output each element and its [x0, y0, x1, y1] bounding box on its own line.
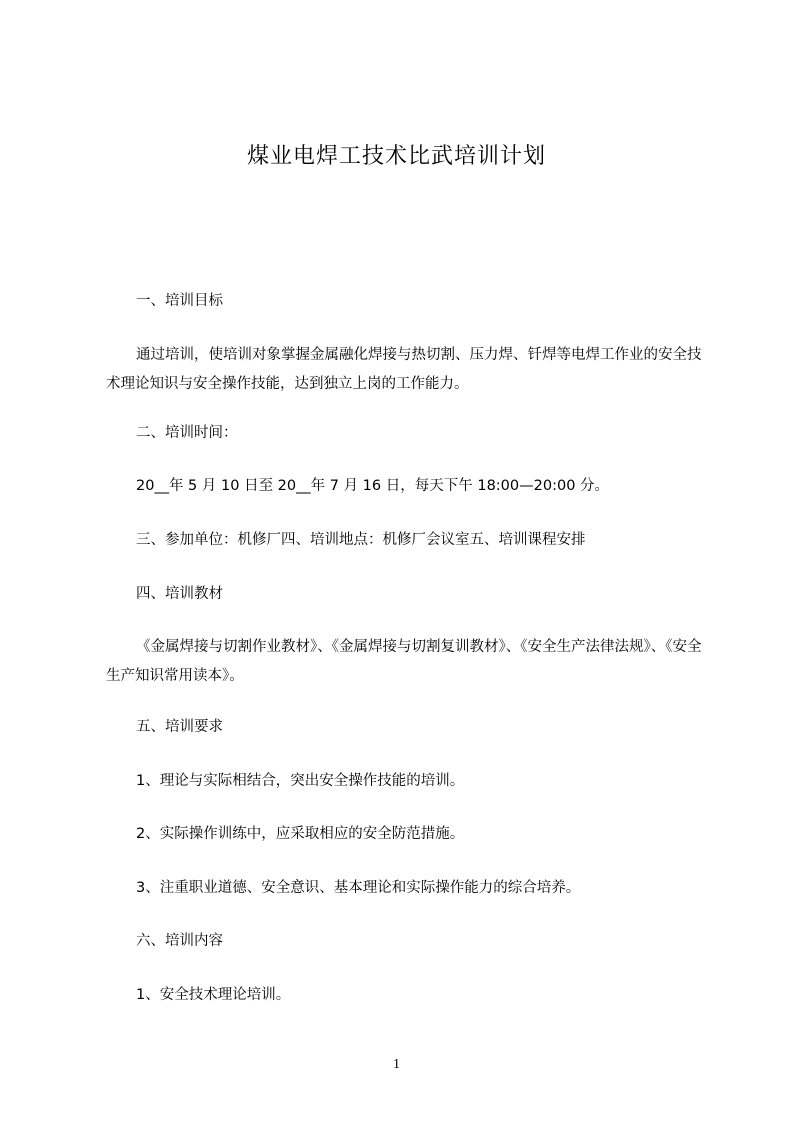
goal-paragraph: 通过培训，使培训对象掌握金属融化焊接与热切割、压力焊、钎焊等电焊工作业的安全技术理论知识与安全操作技能，达到独立上岗的工作能力。: [106, 347, 702, 392]
materials-paragraph: 《金属焊接与切割作业教材》、《金属焊接与切割复训教材》、《安全生产法律法规》、《安全生产知识常用读本》。: [106, 639, 702, 684]
training-time-text: 20__年 5 月 10 日至 20__年 7 月 16 日，每天下午 18:00—20:00 分。: [136, 478, 610, 494]
content-item: 1、安全技术理论培训。: [136, 987, 291, 1003]
unit-location-line: 三、参加单位：机修厂四、培训地点：机修厂会议室五、培训课程安排: [136, 532, 586, 548]
section-heading-content: 六、培训内容: [136, 933, 223, 949]
page-number: 1: [393, 1057, 400, 1072]
section-heading-materials: 四、培训教材: [136, 586, 223, 602]
requirement-item: 2、实际操作训练中，应采取相应的安全防范措施。: [136, 826, 465, 842]
section-heading-time: 二、培训时间：: [136, 425, 238, 441]
section-heading-requirements: 五、培训要求: [136, 719, 223, 735]
requirement-item: 1、理论与实际相结合，突出安全操作技能的培训。: [136, 773, 465, 789]
document-title: 煤业电焊工技术比武培训计划: [246, 144, 546, 169]
requirement-item: 3、注重职业道德、安全意识、基本理论和实际操作能力的综合培养。: [136, 880, 581, 896]
section-heading-goal: 一、培训目标: [136, 293, 223, 309]
